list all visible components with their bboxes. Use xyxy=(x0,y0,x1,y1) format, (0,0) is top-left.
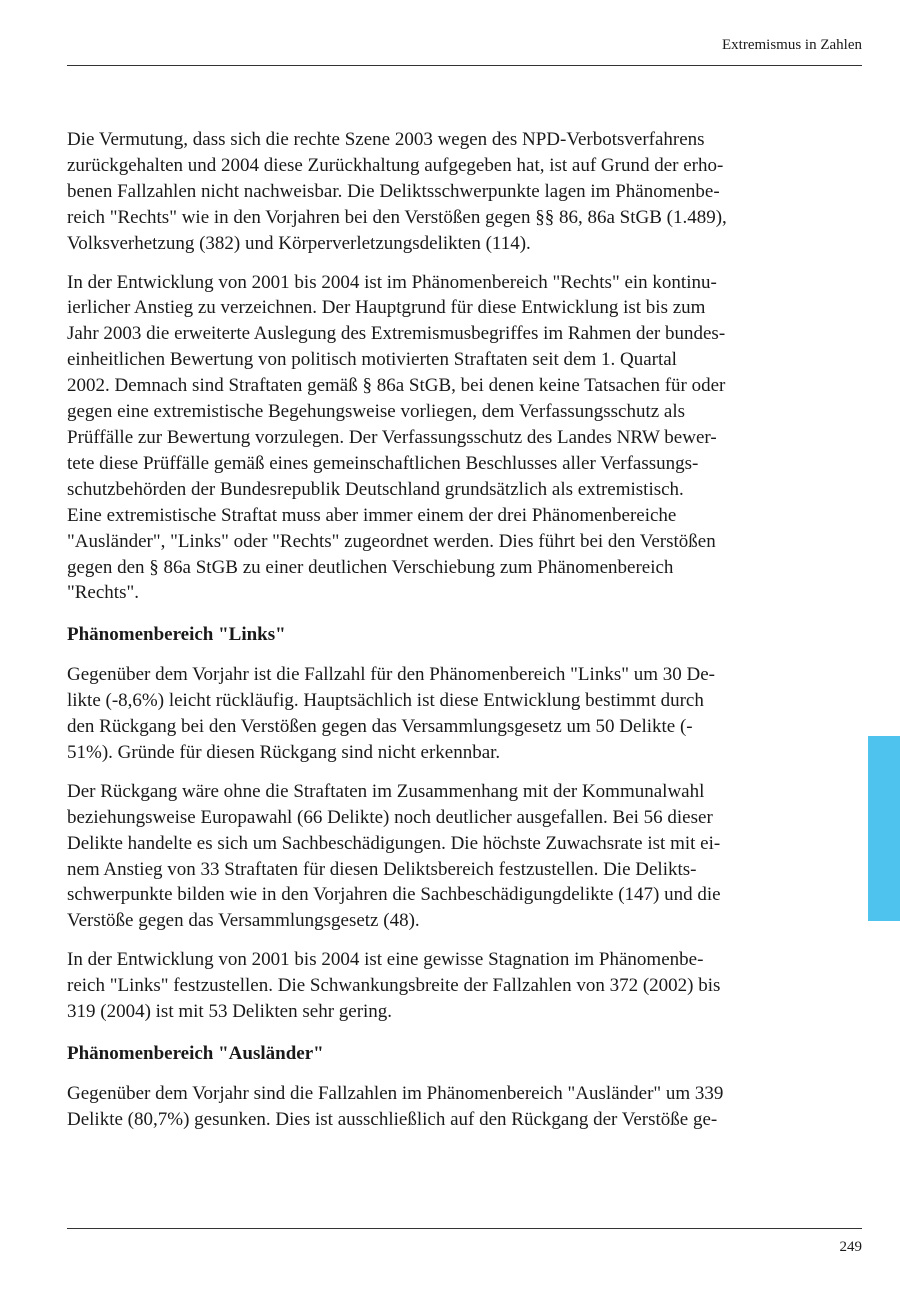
text-line: benen Fallzahlen nicht nachweisbar. Die Deliktsschwerpunkte lagen im Phänomenbe- xyxy=(67,180,720,202)
text-line: reich "Links" festzustellen. Die Schwankungsbreite der Fallzahlen von 372 (2002) bis xyxy=(67,975,721,997)
text-line: Gegenüber dem Vorjahr ist die Fallzahl für den Phänomenbereich "Links" um 30 De- xyxy=(67,664,715,686)
footer-rule xyxy=(67,1228,862,1229)
text-line: Volksverhetzung (382) und Körperverletzungsdelikten (114). xyxy=(67,232,531,254)
text-line: In der Entwicklung von 2001 bis 2004 ist eine gewisse Stagnation im Phänomenbe- xyxy=(67,949,704,971)
text-line: tete diese Prüffälle gemäß eines gemeinschaftlichen Beschlusses aller Verfassungs- xyxy=(67,452,699,474)
text-line: Jahr 2003 die erweiterte Auslegung des Extremismusbegriffes im Rahmen der bundes- xyxy=(67,323,726,345)
text-line: 2002. Demnach sind Straftaten gemäß § 86a StGB, bei denen keine Tatsachen für oder xyxy=(67,375,726,397)
page-number: 249 xyxy=(839,1239,862,1255)
text-line: gegen eine extremistische Begehungsweise vorliegen, dem Verfassungsschutz als xyxy=(67,401,686,423)
section-heading-links: Phänomenbereich "Links" xyxy=(67,624,286,646)
text-line: schutzbehörden der Bundesrepublik Deutschland grundsätzlich als extremistisch. xyxy=(67,478,684,500)
text-line: 319 (2004) ist mit 53 Delikten sehr gering. xyxy=(67,1001,393,1023)
paragraph xyxy=(67,127,827,257)
text-line: "Rechts". xyxy=(67,582,139,604)
section-heading-auslaender: Phänomenbereich "Ausländer" xyxy=(67,1043,324,1064)
running-head: Extremismus in Zahlen xyxy=(722,37,862,53)
paragraph xyxy=(67,662,827,766)
text-line: In der Entwicklung von 2001 bis 2004 ist im Phänomenbereich "Rechts" ein kontinu- xyxy=(67,271,717,293)
text-line: Eine extremistische Straftat muss aber immer einem der drei Phänomenbereiche xyxy=(67,504,677,526)
text-line: den Rückgang bei den Verstößen gegen das Versammlungsgesetz um 50 Delikte (- xyxy=(67,716,693,738)
text-line: Verstöße gegen das Versammlungsgesetz (48). xyxy=(67,910,420,932)
paragraph xyxy=(67,779,827,934)
text-line: reich "Rechts" wie in den Vorjahren bei den Verstößen gegen §§ 86, 86a StGB (1.489), xyxy=(67,206,727,228)
text-line: Delikte handelte es sich um Sachbeschädigungen. Die höchste Zuwachsrate ist mit ei- xyxy=(67,832,721,854)
paragraph xyxy=(67,947,827,1025)
chapter-marker-tab xyxy=(868,736,900,921)
text-line: einheitlichen Bewertung von politisch motivierten Straftaten seit dem 1. Quartal xyxy=(67,349,677,371)
text-line: zurückgehalten und 2004 diese Zurückhaltung aufgegeben hat, ist auf Grund der erho- xyxy=(67,154,724,176)
text-line: schwerpunkte bilden wie in den Vorjahren die Sachbeschädigungdelikte (147) und die xyxy=(67,884,721,906)
text-line: Prüffälle zur Bewertung vorzulegen. Der Verfassungsschutz des Landes NRW bewer- xyxy=(67,426,717,448)
text-line: gegen den § 86a StGB zu einer deutlichen Verschiebung zum Phänomenbereich xyxy=(67,556,674,578)
text-line: Der Rückgang wäre ohne die Straftaten im Zusammenhang mit der Kommunalwahl xyxy=(67,780,705,802)
text-line: Die Vermutung, dass sich die rechte Szene 2003 wegen des NPD-Verbotsverfahrens xyxy=(67,129,705,150)
text-line: nem Anstieg von 33 Straftaten für diesen Deliktsbereich festzustellen. Die Delikts- xyxy=(67,858,697,880)
text-line: likte (-8,6%) leicht rückläufig. Hauptsächlich ist diese Entwicklung bestimmt durch xyxy=(67,690,704,712)
text-line: Delikte (80,7%) gesunken. Dies ist ausschließlich auf den Rückgang der Verstöße ge- xyxy=(67,1108,718,1130)
paragraph xyxy=(67,270,827,607)
header-rule xyxy=(67,65,862,66)
body-text xyxy=(67,127,827,1133)
text-line: beziehungsweise Europawahl (66 Delikte) noch deutlicher ausgefallen. Bei 56 dieser xyxy=(67,806,713,828)
text-line: Gegenüber dem Vorjahr sind die Fallzahlen im Phänomenbereich "Ausländer" um 339 xyxy=(67,1082,724,1104)
text-line: ierlicher Anstieg zu verzeichnen. Der Hauptgrund für diese Entwicklung ist bis zum xyxy=(67,297,706,319)
paragraph xyxy=(67,1081,827,1133)
section-heading xyxy=(67,1041,827,1067)
text-line: 51%). Gründe für diesen Rückgang sind nicht erkennbar. xyxy=(67,741,501,763)
section-heading xyxy=(67,622,827,648)
text-line: "Ausländer", "Links" oder "Rechts" zugeordnet werden. Dies führt bei den Verstößen xyxy=(67,530,716,552)
